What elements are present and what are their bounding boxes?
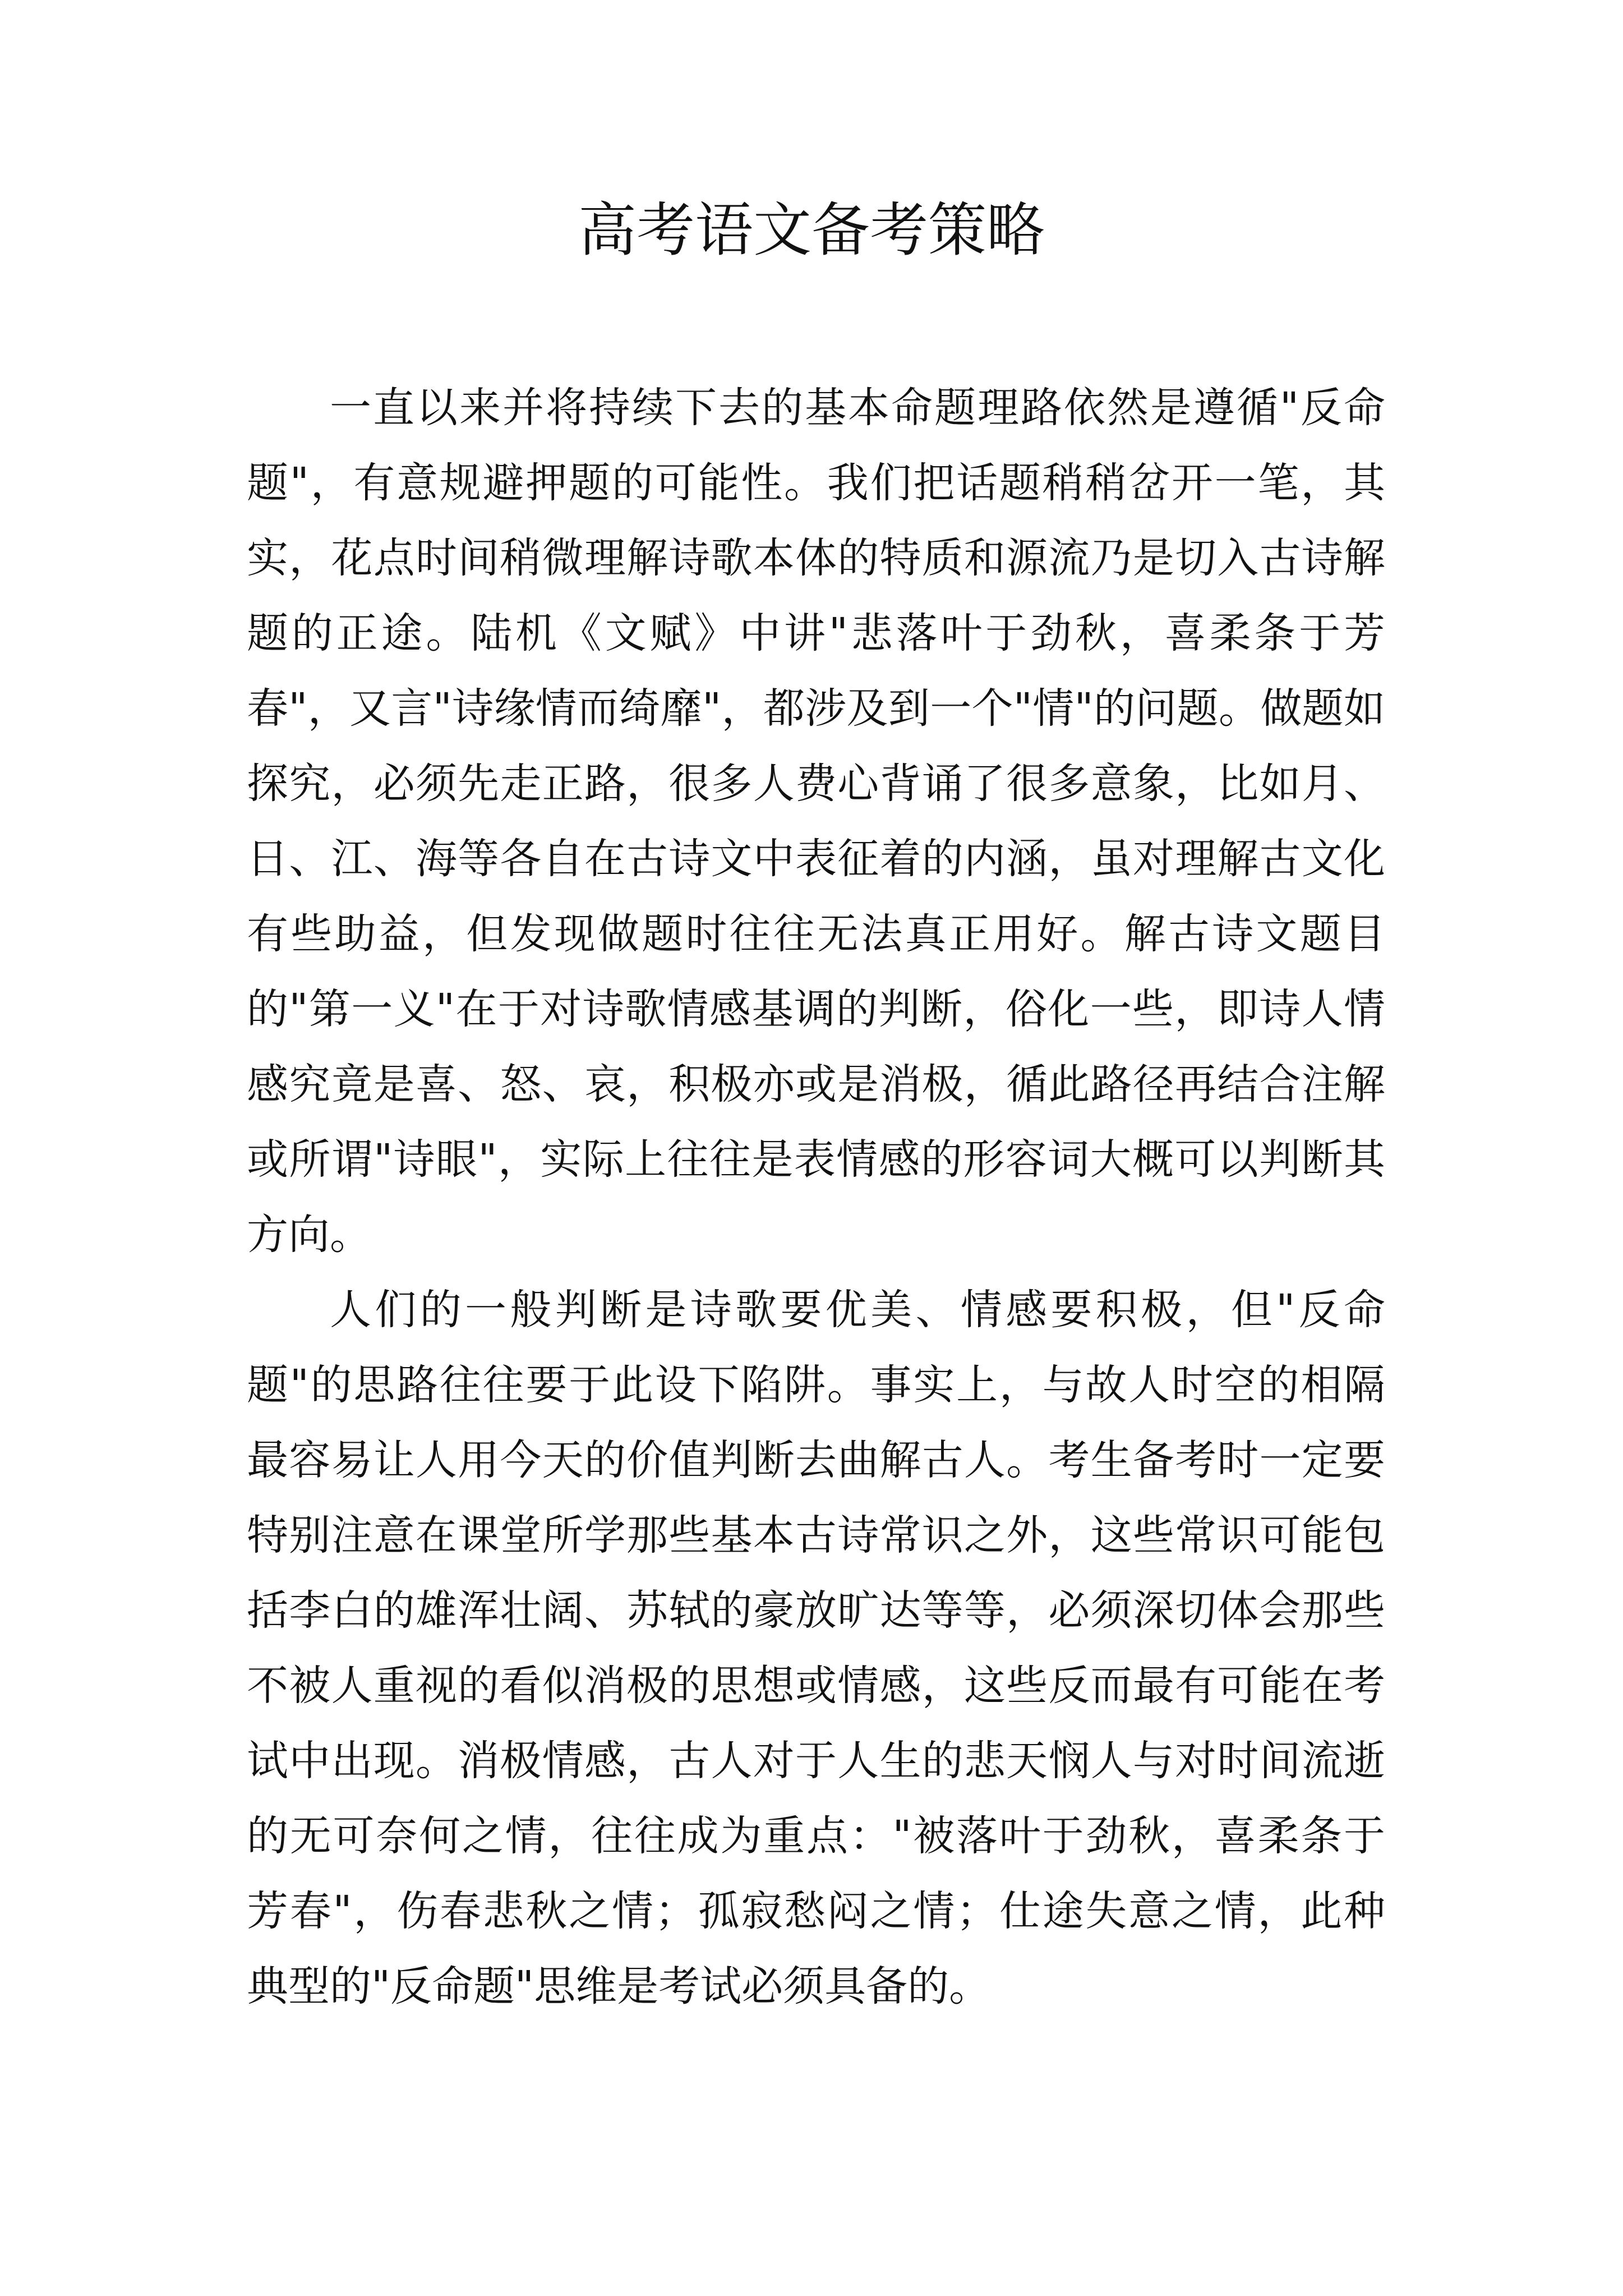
paragraph: 一直以来并将持续下去的基本命题理路依然是遵循"反命题"，有意规避押题的可能性。我们把话题稍稍岔开一笔，其实，花点时间稍微理解诗歌本体的特质和源流乃是切入古诗解题的正途。陆机《文赋》中讲"悲落叶于劲秋，喜柔条于芳春"，又言"诗缘情而绮靡"，都涉及到一个"情"的问题。做题如探究，必须先走正路，很多人费心背诵了很多意象，比如月、日、江、海等各自在古诗文中表征着的内涵，虽对理解古文化有些助益，但发现做题时往往无法真正用好。解古诗文题目的"第一义"在于对诗歌情感基调的判断，俗化一些，即诗人情感究竟是喜、怒、哀，积极亦或是消极，循此路径再结合注解或所谓"诗眼"，实际上往往是表情感的形容词大概可以判断其方向。 bbox=[247, 384, 1385, 1259]
document-body bbox=[247, 370, 1385, 2024]
document-title: 高考语文备考策略 bbox=[578, 196, 1045, 264]
paragraph: 人们的一般判断是诗歌要优美、情感要积极，但"反命题"的思路往往要于此设下陷阱。事实上，与故人时空的相隔最容易让人用今天的价值判断去曲解古人。考生备考时一定要特别注意在课堂所学那些基本古诗常识之外，这些常识可能包括李白的雄浑壮阔、苏轼的豪放旷达等等，必须深切体会那些不被人重视的看似消极的思想或情感，这些反而最有可能在考试中出现。消极情感，古人对于人生的悲天悯人与对时间流逝的无可奈何之情，往往成为重点："被落叶于劲秋，喜柔条于芳春"，伤春悲秋之情；孤寂愁闷之情；仕途失意之情，此种典型的"反命题"思维是考试必须具备的。 bbox=[247, 1286, 1385, 2010]
